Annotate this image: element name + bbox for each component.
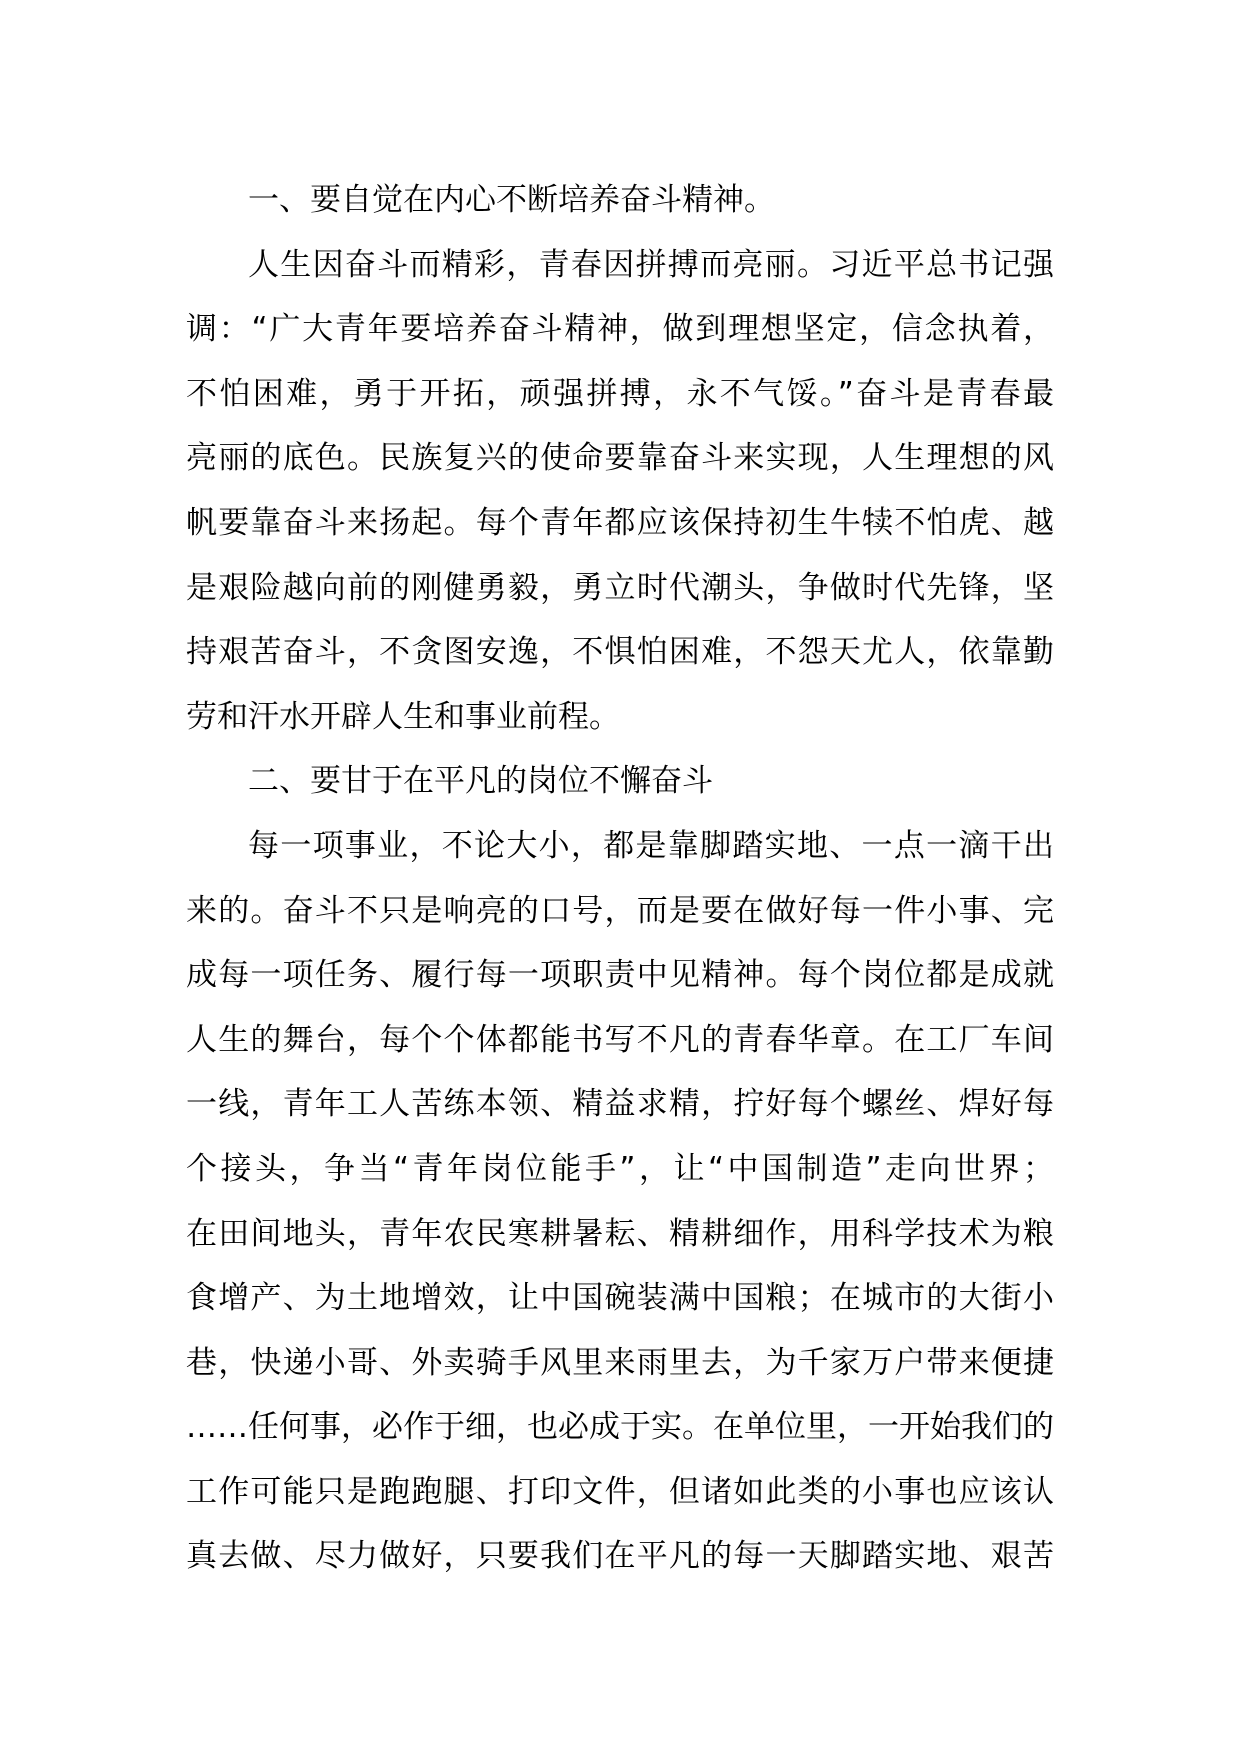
paragraph-line: ……任何事，必作于细，也必成于实。在单位里，一开始我们的 [186, 1409, 1054, 1446]
heading-1: 一、要自觉在内心不断培养奋斗精神。 [248, 182, 775, 218]
paragraph-line: 人生因奋斗而精彩，青春因拼搏而亮丽。习近平总书记强 [248, 246, 1054, 283]
paragraph-line: 帆要靠奋斗来扬起。每个青年都应该保持初生牛犊不怕虎、越 [186, 504, 1054, 541]
paragraph-line: 来的。奋斗不只是响亮的口号，而是要在做好每一件小事、完 [186, 892, 1054, 929]
paragraph-line: 不怕困难，勇于开拓，顽强拼搏，永不气馁。”奋斗是青春最 [186, 375, 1054, 412]
paragraph-line: 持艰苦奋斗，不贪图安逸，不惧怕困难，不怨天尤人，依靠勤 [186, 634, 1054, 671]
document-body [186, 168, 1054, 1589]
heading-2: 二、要甘于在平凡的岗位不懈奋斗 [248, 763, 713, 800]
paragraph-line: 工作可能只是跑跑腿、打印文件，但诸如此类的小事也应该认 [186, 1473, 1054, 1510]
paragraph-line: 调：“广大青年要培养奋斗精神，做到理想坚定，信念执着， [186, 311, 1054, 348]
paragraph-line: 个接头，争当“青年岗位能手”，让“中国制造”走向世界； [186, 1150, 1054, 1187]
paragraph-line: 在田间地头，青年农民寒耕暑耘、精耕细作，用科学技术为粮 [186, 1215, 1054, 1252]
paragraph-line: 亮丽的底色。民族复兴的使命要靠奋斗来实现，人生理想的风 [186, 440, 1054, 477]
paragraph-line: 是艰险越向前的刚健勇毅，勇立时代潮头，争做时代先锋，坚 [186, 569, 1054, 606]
paragraph-line: 成每一项任务、履行每一项职责中见精神。每个岗位都是成就 [186, 957, 1054, 994]
paragraph-line: 劳和汗水开辟人生和事业前程。 [186, 698, 620, 735]
paragraph-line: 一线，青年工人苦练本领、精益求精，拧好每个螺丝、焊好每 [186, 1086, 1054, 1123]
paragraph-line: 食增产、为土地增效，让中国碗装满中国粮；在城市的大街小 [186, 1280, 1054, 1317]
paragraph-line: 人生的舞台，每个个体都能书写不凡的青春华章。在工厂车间 [186, 1021, 1054, 1058]
paragraph-line: 真去做、尽力做好，只要我们在平凡的每一天脚踏实地、艰苦 [186, 1538, 1054, 1575]
paragraph-line: 巷，快递小哥、外卖骑手风里来雨里去，为千家万户带来便捷 [186, 1344, 1054, 1381]
paragraph-line: 每一项事业，不论大小，都是靠脚踏实地、一点一滴干出 [248, 827, 1054, 864]
